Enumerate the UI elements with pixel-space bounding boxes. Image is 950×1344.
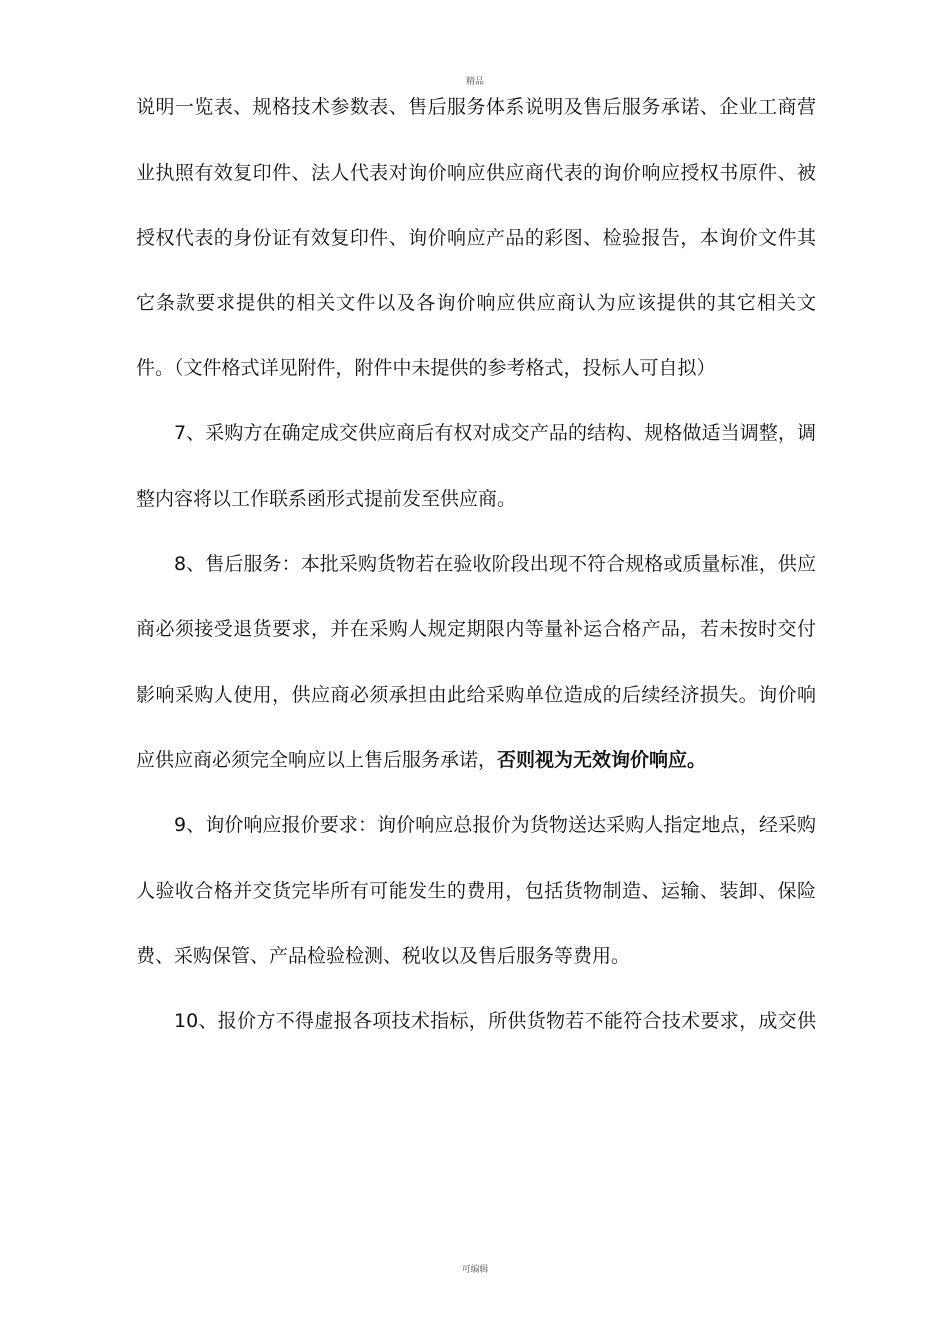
paragraph-line: 费、采购保管、产品检验检测、税收以及售后服务等费用。 <box>136 945 631 967</box>
paragraph-line: 商必须接受退货要求，并在采购人规定期限内等量补运合格产品，若未按时交付 <box>136 618 816 640</box>
paragraph-text: 应供应商必须完全响应以上售后服务承诺， <box>136 749 498 771</box>
paragraph-line: 影响采购人使用，供应商必须承担由此给采购单位造成的后续经济损失。询价响 <box>136 684 816 706</box>
paragraph-line: 它条款要求提供的相关文件以及各询价响应供应商认为应该提供的其它相关文 <box>136 292 816 314</box>
paragraph-line <box>136 747 816 773</box>
bold-emphasis-text: 否则视为无效询价响应。 <box>497 749 707 771</box>
paragraph-line: 件。（文件格式详见附件，附件中未提供的参考格式，投标人可自拟） <box>136 357 716 379</box>
paragraph-line: 7、采购方在确定成交供应商后有权对成交产品的结构、规格做适当调整，调 <box>174 422 816 444</box>
paragraph-line: 整内容将以工作联系函形式提前发至供应商。 <box>136 488 517 510</box>
paragraph-line: 业执照有效复印件、法人代表对询价响应供应商代表的询价响应授权书原件、被 <box>136 162 816 184</box>
paragraph-line: 说明一览表、规格技术参数表、售后服务体系说明及售后服务承诺、企业工商营 <box>136 96 816 118</box>
paragraph-line: 授权代表的身份证有效复印件、询价响应产品的彩图、检验报告，本询价文件其 <box>136 227 816 249</box>
paragraph-line: 人验收合格并交货完毕所有可能发生的费用，包括货物制造、运输、装卸、保险 <box>136 880 816 902</box>
page-header: 精品 <box>465 77 484 87</box>
page-footer: 可编辑 <box>461 1265 489 1275</box>
paragraph-line: 10、报价方不得虚报各项技术指标，所供货物若不能符合技术要求，成交供 <box>174 1010 816 1032</box>
paragraph-line: 9、询价响应报价要求：询价响应总报价为货物送达采购人指定地点，经采购 <box>174 814 816 836</box>
paragraph-line: 8、售后服务：本批采购货物若在验收阶段出现不符合规格或质量标准，供应 <box>174 553 816 575</box>
